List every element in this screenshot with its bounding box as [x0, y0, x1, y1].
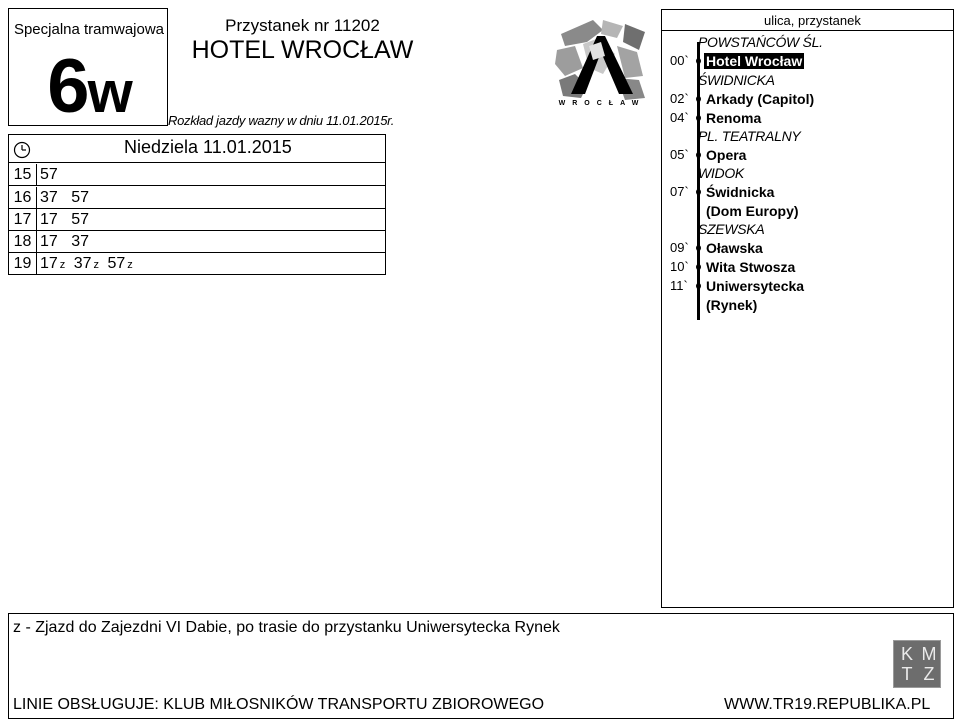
minute: 17	[40, 211, 58, 228]
stop-name: Uniwersytecka	[706, 278, 805, 294]
route-header-label: ulica, przystanek	[764, 13, 861, 28]
line-number-box	[8, 8, 168, 129]
stop-dot-icon	[696, 58, 701, 64]
wroclaw-logo	[553, 16, 651, 116]
hour-cell: 17	[9, 209, 37, 230]
stop-time: 00`	[670, 53, 689, 68]
stop-dot-icon	[696, 96, 701, 102]
line-number	[9, 44, 169, 129]
stop-name: Oławska	[706, 240, 763, 256]
line-number-digit: 6	[47, 44, 88, 129]
day-label: Niedziela 11.01.2015	[124, 137, 292, 157]
stop-time: 04`	[670, 110, 689, 125]
stop-name-line2: (Dom Europy)	[706, 203, 799, 219]
hour-cell: 16	[9, 187, 37, 208]
footnote-mark: z	[59, 259, 66, 271]
route-panel	[661, 9, 954, 608]
minute: 37	[40, 189, 58, 206]
minutes-cell	[40, 253, 137, 274]
logo-caption: WROCŁAW	[558, 100, 646, 107]
badge-letter: K	[900, 644, 913, 664]
minute: 17 z	[40, 255, 66, 272]
minute: 57	[71, 189, 90, 206]
footnote-mark: z	[127, 259, 133, 271]
stop-name: Świdnicka	[706, 184, 775, 200]
stop-name: Arkady (Capitol)	[706, 91, 815, 107]
stop-dot-icon	[696, 115, 701, 121]
table-row	[9, 164, 385, 185]
stop-dot-icon	[696, 283, 701, 289]
kmtz-badge-icon	[893, 640, 941, 688]
stop-name-current: Hotel Wrocław	[706, 53, 803, 69]
table-row	[9, 187, 385, 208]
clock-icon	[13, 141, 31, 164]
hour-cell: 15	[9, 164, 37, 185]
table-row	[9, 209, 385, 230]
stop-name: Opera	[706, 147, 747, 163]
street-label: PL. TEATRALNY	[698, 128, 801, 144]
stop-number: Przystanek nr 11202	[225, 16, 380, 35]
stop-dot-icon	[696, 264, 701, 270]
line-type: Specjalna tramwajowa	[13, 21, 165, 38]
table-row	[9, 231, 385, 252]
street-label: SZEWSKA	[698, 221, 765, 237]
minute: 37 z	[73, 255, 100, 272]
footer	[8, 613, 954, 719]
stop-time: 11`	[670, 278, 688, 293]
badge-letter: T	[901, 664, 913, 684]
stop-dot-icon	[696, 189, 701, 195]
minute: 57 z	[107, 255, 133, 272]
route-header	[662, 10, 953, 31]
stop-dot-icon	[696, 152, 701, 158]
minutes-cell	[40, 209, 98, 230]
hour-cell: 18	[9, 231, 37, 252]
line-number-letter: w	[87, 60, 131, 125]
departure-table	[8, 134, 386, 275]
day-header	[9, 135, 385, 163]
badge-letter: M	[921, 644, 937, 664]
footnote: z - Zjazd do Zajezdni VI Dabie, po trasie do przystanku Uniwersytecka Rynek	[13, 619, 560, 636]
stop-time: 07`	[670, 184, 689, 199]
stop-name: HOTEL WROCŁAW	[191, 36, 414, 64]
minute: 37	[71, 233, 90, 250]
street-label: ŚWIDNICKA	[698, 72, 775, 88]
minute: 57	[40, 166, 58, 183]
minutes-cell	[40, 187, 98, 208]
stop-name: Wita Stwosza	[706, 259, 796, 275]
footnote-mark: z	[93, 259, 100, 271]
street-label: WIDOK	[698, 165, 744, 181]
stop-time: 05`	[670, 147, 689, 162]
minutes-cell	[40, 231, 98, 252]
operator-text: LINIE OBSŁUGUJE: KLUB MIŁOSNIKÓW TRANSPORTU ZBIOROWEGO	[13, 696, 545, 713]
minute: 17	[40, 233, 58, 250]
stop-time: 09`	[670, 240, 689, 255]
street-label: POWSTAŃCÓW ŚL.	[698, 34, 823, 50]
minutes-cell	[40, 164, 67, 185]
stop-name: Renoma	[706, 110, 762, 126]
stop-time: 02`	[670, 91, 689, 106]
website-link[interactable]: WWW.TR19.REPUBLIKA.PL	[724, 696, 931, 713]
badge-letter: Z	[923, 664, 935, 684]
stop-time: 10`	[670, 259, 689, 274]
validity-note: Rozkład jazdy wazny w dniu 11.01.2015r.	[168, 113, 395, 128]
stop-name-line2: (Rynek)	[706, 297, 758, 313]
hour-cell: 19	[9, 253, 37, 274]
minute: 57	[71, 211, 90, 228]
stop-dot-icon	[696, 245, 701, 251]
table-row	[9, 253, 385, 274]
